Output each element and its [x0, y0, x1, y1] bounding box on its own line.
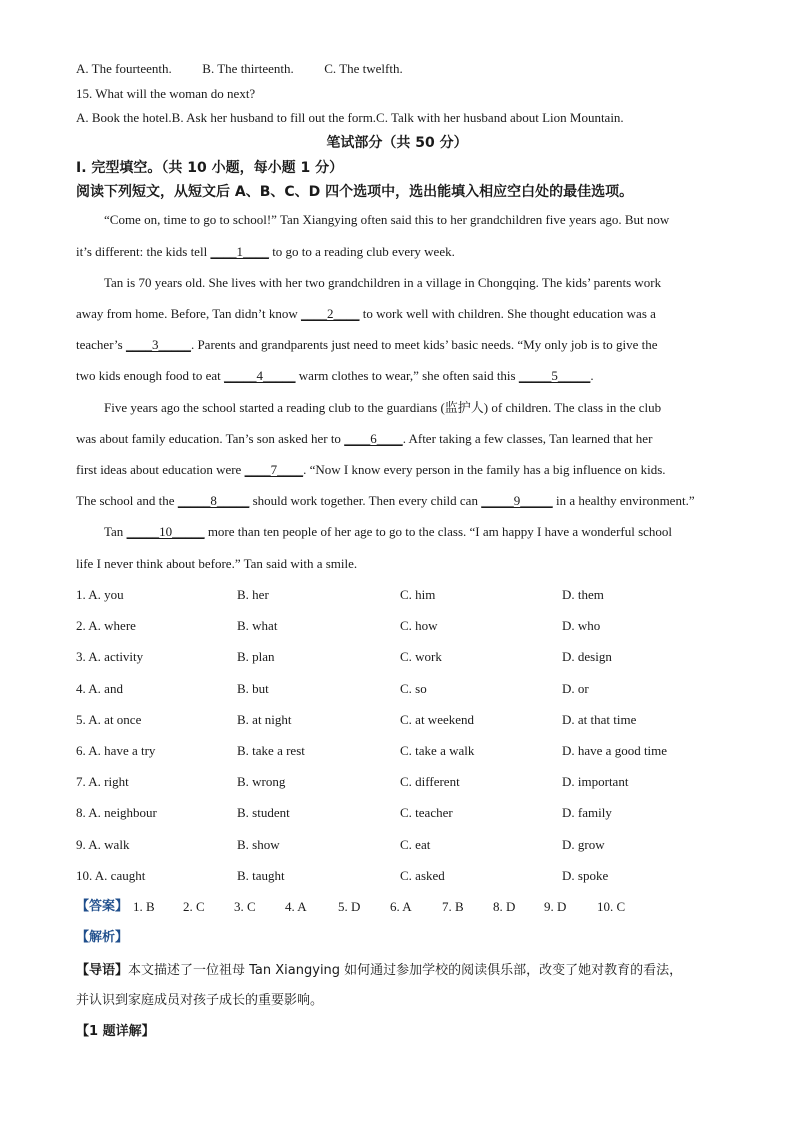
- q1-detail-label: 【1 题详解】: [76, 1024, 155, 1039]
- passage-line: life I never think about before.” Tan said with a smile.: [76, 556, 358, 571]
- answer-item: 7. B: [442, 899, 464, 914]
- option-q2-d: D. who: [562, 618, 601, 633]
- option-q10-d: D. spoke: [562, 868, 609, 883]
- passage-text: . After taking a few classes, Tan learned that her: [402, 431, 653, 446]
- answer-item: 1. B: [133, 899, 155, 914]
- passage-text: was about family education. Tan’s son asked her to: [76, 431, 345, 446]
- blank-3: ____3_____: [125, 337, 191, 352]
- option-q8-b: B. student: [237, 805, 290, 820]
- blank-4: _____4_____: [224, 368, 296, 383]
- blank-8: _____8_____: [177, 493, 250, 508]
- option-q7-b: B. wrong: [237, 774, 286, 789]
- passage-text: .: [590, 368, 594, 383]
- blank-6: ____6____: [344, 431, 403, 446]
- passage-line: [76, 244, 455, 260]
- option-q6-d: D. have a good time: [562, 743, 668, 758]
- option-q5-d: D. at that time: [562, 712, 637, 727]
- passage-line: [76, 431, 652, 447]
- passage-line: “Come on, time to go to school!” Tan Xiangying often said this to her grandchildren five years ago. But now: [104, 212, 670, 227]
- analysis-label: 【解析】: [76, 930, 129, 945]
- answer-item: 9. D: [544, 899, 567, 914]
- answer-item: 6. A: [390, 899, 412, 914]
- option-q2-b: B. what: [237, 618, 278, 633]
- q15-stem: 15. What will the woman do next?: [76, 86, 256, 101]
- option-q5-a: 5. A. at once: [76, 712, 142, 727]
- q15-options: A. Book the hotel.B. Ask her husband to fill out the form.C. Talk with her husband about Lion Mountain.: [76, 110, 624, 125]
- passage-line: [104, 524, 672, 540]
- passage-text: . “Now I know every person in the family has a big influence on kids.: [303, 462, 666, 477]
- option-q6-b: B. take a rest: [237, 743, 305, 758]
- passage-text: two kids enough food to eat: [76, 368, 225, 383]
- option-q10-c: C. asked: [400, 868, 445, 883]
- blank-5: _____5_____: [518, 368, 591, 383]
- option-q3-b: B. plan: [237, 649, 275, 664]
- option-q3-a: 3. A. activity: [76, 649, 144, 664]
- option-q1-d: D. them: [562, 587, 604, 602]
- option-q10-a: 10. A. caught: [76, 868, 146, 883]
- option-q9-c: C. eat: [400, 837, 431, 852]
- section-title: 笔试部分（共 50 分）: [326, 135, 468, 151]
- passage-text: away from home. Before, Tan didn’t know: [76, 306, 301, 321]
- option-q6-a: 6. A. have a try: [76, 743, 156, 758]
- guide-line: [76, 962, 682, 979]
- q14-option-c: C. The twelfth.: [324, 61, 403, 76]
- answer-item: 10. C: [597, 899, 626, 914]
- option-q3-c: C. work: [400, 649, 442, 664]
- blank-9: _____9_____: [481, 493, 553, 508]
- passage-text: it’s different: the kids tell: [76, 244, 211, 259]
- option-q5-c: C. at weekend: [400, 712, 475, 727]
- option-q8-c: C. teacher: [400, 805, 453, 820]
- blank-1: ____1____: [210, 244, 269, 259]
- option-q7-c: C. different: [400, 774, 460, 789]
- option-q6-c: C. take a walk: [400, 743, 475, 758]
- guide-text: 本文描述了一位祖母 Tan Xiangying 如何通过参加学校的阅读俱乐部，改变了她对教育的看法，: [128, 963, 683, 978]
- option-q2-c: C. how: [400, 618, 438, 633]
- q14-option-b: B. The thirteenth.: [202, 61, 294, 76]
- answer-item: 5. D: [338, 899, 361, 914]
- option-q4-a: 4. A. and: [76, 681, 123, 696]
- passage-text: first ideas about education were: [76, 462, 245, 477]
- passage-text: . Parents and grandparents just need to meet kids’ basic needs. “My only job is to give the: [190, 337, 658, 352]
- passage-line: Five years ago the school started a reading club to the guardians (监护人) of children. The class in the club: [104, 400, 662, 415]
- blank-2: ____2____: [300, 306, 360, 321]
- passage-text: should work together. Then every child can: [249, 493, 482, 508]
- answer-item: 2. C: [183, 899, 205, 914]
- passage-text: The school and the: [76, 493, 178, 508]
- passage-line: [76, 493, 695, 509]
- option-q4-b: B. but: [237, 681, 269, 696]
- passage-text: teacher’s: [76, 337, 126, 352]
- answer-label: 【答案】: [76, 899, 129, 914]
- passage-line: [76, 306, 656, 322]
- answer-item: 3. C: [234, 899, 256, 914]
- blank-7: ____7____: [244, 462, 304, 477]
- option-q7-d: D. important: [562, 774, 629, 789]
- option-q7-a: 7. A. right: [76, 774, 129, 789]
- option-q9-a: 9. A. walk: [76, 837, 130, 852]
- option-q1-c: C. him: [400, 587, 436, 602]
- option-q4-d: D. or: [562, 681, 589, 696]
- option-q8-d: D. family: [562, 805, 612, 820]
- part-title: I. 完型填空。（共 10 小题，每小题 1 分）: [76, 160, 344, 176]
- guide-label: 【导语】: [76, 963, 129, 978]
- passage-text: Tan: [104, 524, 127, 539]
- passage-line: [76, 462, 666, 478]
- option-q8-a: 8. A. neighbour: [76, 805, 157, 820]
- option-q10-b: B. taught: [237, 868, 285, 883]
- blank-10: _____10_____: [126, 524, 205, 539]
- answer-item: 4. A: [285, 899, 307, 914]
- passage-text: in a healthy environment.”: [552, 493, 695, 508]
- passage-text: to go to a reading club every week.: [268, 244, 455, 259]
- passage-text: warm clothes to wear,” she often said this: [295, 368, 519, 383]
- option-q3-d: D. design: [562, 649, 612, 664]
- passage-text: more than ten people of her age to go to the class. “I am happy I have a wonderful school: [204, 524, 673, 539]
- option-q5-b: B. at night: [237, 712, 292, 727]
- option-q1-a: 1. A. you: [76, 587, 124, 602]
- passage-line: Tan is 70 years old. She lives with her two grandchildren in a village in Chongqing. The kids’ parents work: [104, 275, 662, 290]
- guide-text-continued: 并认识到家庭成员对孩子成长的重要影响。: [76, 993, 324, 1008]
- q14-option-a: A. The fourteenth.: [76, 61, 172, 76]
- passage-line: [76, 337, 658, 353]
- option-q1-b: B. her: [237, 587, 269, 602]
- option-q9-d: D. grow: [562, 837, 605, 852]
- option-q2-a: 2. A. where: [76, 618, 136, 633]
- answer-item: 8. D: [493, 899, 516, 914]
- instruction: 阅读下列短文，从短文后 A、B、C、D 四个选项中，选出能填入相应空白处的最佳选项。: [76, 184, 634, 200]
- option-q9-b: B. show: [237, 837, 280, 852]
- q14-options-line: [76, 61, 403, 77]
- option-q4-c: C. so: [400, 681, 427, 696]
- passage-line: [76, 368, 594, 384]
- passage-text: to work well with children. She thought education was a: [359, 306, 656, 321]
